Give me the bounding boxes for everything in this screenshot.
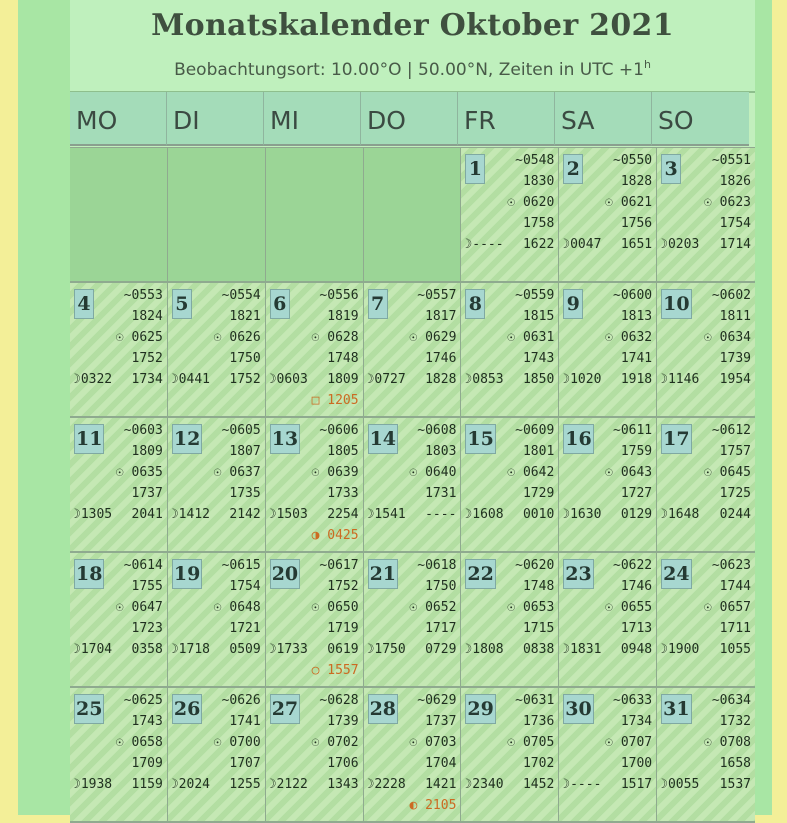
day-cell bbox=[266, 418, 364, 553]
day-number: 8 bbox=[465, 289, 485, 319]
moonset: 1517 bbox=[620, 777, 653, 792]
moonrise: ☽---- bbox=[464, 237, 504, 252]
twilight-begin: ~0602 bbox=[711, 288, 751, 303]
day-cell bbox=[461, 553, 559, 688]
moonrise: ☽0203 bbox=[660, 237, 700, 252]
weekday-header: MO bbox=[70, 92, 167, 146]
sunrise: ☉ 0658 bbox=[115, 735, 163, 750]
day-number: 18 bbox=[74, 559, 104, 589]
day-cell bbox=[266, 283, 364, 418]
sunset: 1725 bbox=[719, 486, 751, 501]
empty-day-cell bbox=[70, 148, 168, 283]
day-number: 5 bbox=[172, 289, 192, 319]
sunset: 1752 bbox=[131, 351, 163, 366]
moonset: 1828 bbox=[425, 372, 457, 387]
twilight-end: 1748 bbox=[522, 579, 555, 594]
moonset: 0509 bbox=[229, 642, 261, 657]
twilight-end: 1754 bbox=[229, 579, 261, 594]
subtitle-text: Beobachtungsort: 10.00°O | 50.00°N, Zeiten in UTC +1 bbox=[174, 60, 644, 80]
moonset: 1055 bbox=[719, 642, 751, 657]
sunset: 1700 bbox=[620, 756, 653, 771]
twilight-begin: ~0553 bbox=[123, 288, 163, 303]
weekday-header: FR bbox=[458, 92, 555, 146]
weekday-header-row bbox=[70, 92, 755, 147]
sunset: 1658 bbox=[719, 756, 751, 771]
twilight-begin: ~0548 bbox=[515, 153, 555, 168]
day-number: 1 bbox=[465, 154, 485, 184]
day-cell bbox=[559, 553, 657, 688]
day-number: 9 bbox=[563, 289, 583, 319]
day-cell bbox=[461, 148, 559, 283]
moonrise: ☽1608 bbox=[464, 507, 504, 522]
sunrise: ☉ 0645 bbox=[704, 465, 751, 480]
weekday-header: SA bbox=[555, 92, 652, 146]
moonrise: ☽1900 bbox=[660, 642, 700, 657]
day-number: 28 bbox=[368, 694, 398, 724]
sunrise: ☉ 0705 bbox=[507, 735, 555, 750]
twilight-end: 1821 bbox=[229, 309, 261, 324]
day-cell bbox=[364, 283, 462, 418]
day-cell bbox=[657, 553, 755, 688]
day-cell bbox=[559, 283, 657, 418]
day-number: 11 bbox=[74, 424, 104, 454]
moonrise: ☽1020 bbox=[562, 372, 602, 387]
twilight-end: 1736 bbox=[522, 714, 555, 729]
page-title: Monatskalender Oktober 2021 bbox=[151, 8, 674, 43]
day-number: 31 bbox=[661, 694, 691, 724]
weekday-header: SO bbox=[652, 92, 749, 146]
empty-day-cell bbox=[364, 148, 462, 283]
day-cell bbox=[70, 283, 168, 418]
moonset: 1651 bbox=[620, 237, 653, 252]
moonrise: ☽1146 bbox=[660, 372, 700, 387]
twilight-end: 1819 bbox=[327, 309, 359, 324]
sunrise: ☉ 0642 bbox=[507, 465, 555, 480]
sunrise: ☉ 0707 bbox=[605, 735, 653, 750]
twilight-end: 1824 bbox=[131, 309, 163, 324]
twilight-begin: ~0612 bbox=[711, 423, 751, 438]
sunrise: ☉ 0628 bbox=[311, 330, 359, 345]
moonset: 0010 bbox=[522, 507, 555, 522]
sunset: 1733 bbox=[327, 486, 359, 501]
day-cell bbox=[657, 148, 755, 283]
day-number: 25 bbox=[74, 694, 104, 724]
sunset: 1723 bbox=[131, 621, 163, 636]
day-number: 22 bbox=[465, 559, 495, 589]
sunset: 1743 bbox=[522, 351, 555, 366]
moonrise: ☽1750 bbox=[366, 642, 406, 657]
moonrise: ☽0603 bbox=[268, 372, 308, 387]
day-number: 14 bbox=[368, 424, 398, 454]
moon-phase: ◐ 2105 bbox=[409, 798, 457, 813]
sunset: 1748 bbox=[327, 351, 359, 366]
moonset: 1421 bbox=[425, 777, 457, 792]
subtitle-superscript: h bbox=[643, 58, 651, 71]
day-number: 27 bbox=[270, 694, 300, 724]
sunrise: ☉ 0655 bbox=[605, 600, 653, 615]
sunrise: ☉ 0643 bbox=[605, 465, 653, 480]
day-number: 3 bbox=[661, 154, 681, 184]
sunset: 1754 bbox=[719, 216, 751, 231]
weekday-header: DO bbox=[361, 92, 458, 146]
moonrise: ☽2340 bbox=[464, 777, 504, 792]
sunrise: ☉ 0640 bbox=[409, 465, 457, 480]
moonrise: ☽1831 bbox=[562, 642, 602, 657]
twilight-begin: ~0623 bbox=[711, 558, 751, 573]
twilight-begin: ~0606 bbox=[319, 423, 359, 438]
twilight-end: 1734 bbox=[620, 714, 653, 729]
twilight-begin: ~0615 bbox=[221, 558, 261, 573]
day-cell bbox=[168, 553, 266, 688]
day-cell bbox=[657, 688, 755, 823]
moonset: 0244 bbox=[719, 507, 751, 522]
day-cell bbox=[70, 418, 168, 553]
moonrise: ☽0322 bbox=[73, 372, 113, 387]
day-cell bbox=[461, 418, 559, 553]
calendar-header bbox=[70, 0, 755, 93]
sunset: 1709 bbox=[131, 756, 163, 771]
moonset: 2041 bbox=[131, 507, 163, 522]
moonrise: ☽0055 bbox=[660, 777, 700, 792]
weekday-header: DI bbox=[167, 92, 264, 146]
twilight-begin: ~0628 bbox=[319, 693, 359, 708]
twilight-begin: ~0629 bbox=[417, 693, 457, 708]
twilight-end: 1739 bbox=[327, 714, 359, 729]
sunrise: ☉ 0647 bbox=[115, 600, 163, 615]
day-number: 30 bbox=[563, 694, 593, 724]
twilight-end: 1744 bbox=[719, 579, 751, 594]
sunrise: ☉ 0621 bbox=[605, 195, 653, 210]
twilight-begin: ~0550 bbox=[613, 153, 653, 168]
sunrise: ☉ 0634 bbox=[704, 330, 751, 345]
day-cell bbox=[168, 418, 266, 553]
twilight-begin: ~0620 bbox=[515, 558, 555, 573]
twilight-end: 1809 bbox=[131, 444, 163, 459]
moonrise: ☽1704 bbox=[73, 642, 113, 657]
sunset: 1750 bbox=[229, 351, 261, 366]
calendar-grid bbox=[70, 147, 755, 823]
sunrise: ☉ 0702 bbox=[311, 735, 359, 750]
twilight-end: 1811 bbox=[719, 309, 751, 324]
twilight-end: 1813 bbox=[620, 309, 653, 324]
sunrise: ☉ 0635 bbox=[115, 465, 163, 480]
moonset: 2254 bbox=[327, 507, 359, 522]
twilight-begin: ~0559 bbox=[515, 288, 555, 303]
twilight-begin: ~0551 bbox=[711, 153, 751, 168]
sunset: 1704 bbox=[425, 756, 457, 771]
moonset: 0129 bbox=[620, 507, 653, 522]
moonset: 0838 bbox=[522, 642, 555, 657]
moonset: 1850 bbox=[522, 372, 555, 387]
moonset: 1918 bbox=[620, 372, 653, 387]
moonset: 0619 bbox=[327, 642, 359, 657]
sunset: 1729 bbox=[522, 486, 555, 501]
twilight-end: 1759 bbox=[620, 444, 653, 459]
sunrise: ☉ 0623 bbox=[704, 195, 751, 210]
sunset: 1719 bbox=[327, 621, 359, 636]
twilight-begin: ~0605 bbox=[221, 423, 261, 438]
moon-phase: ○ 1557 bbox=[311, 663, 359, 678]
twilight-begin: ~0625 bbox=[123, 693, 163, 708]
moonset: 1714 bbox=[719, 237, 751, 252]
sunset: 1717 bbox=[425, 621, 457, 636]
moonrise: ☽0441 bbox=[170, 372, 210, 387]
twilight-end: 1828 bbox=[620, 174, 653, 189]
empty-day-cell bbox=[168, 148, 266, 283]
twilight-begin: ~0603 bbox=[123, 423, 163, 438]
sunrise: ☉ 0620 bbox=[507, 195, 555, 210]
twilight-begin: ~0626 bbox=[221, 693, 261, 708]
day-cell bbox=[559, 688, 657, 823]
sunset: 1715 bbox=[522, 621, 555, 636]
moonrise: ☽1938 bbox=[73, 777, 113, 792]
day-number: 12 bbox=[172, 424, 202, 454]
sunrise: ☉ 0708 bbox=[704, 735, 751, 750]
moonset: 1343 bbox=[327, 777, 359, 792]
moonrise: ☽1648 bbox=[660, 507, 700, 522]
sunrise: ☉ 0631 bbox=[507, 330, 555, 345]
day-number: 23 bbox=[563, 559, 593, 589]
sunset: 1721 bbox=[229, 621, 261, 636]
twilight-begin: ~0600 bbox=[613, 288, 653, 303]
day-number: 10 bbox=[661, 289, 691, 319]
day-number: 17 bbox=[661, 424, 691, 454]
moonrise: ☽1305 bbox=[73, 507, 113, 522]
empty-day-cell bbox=[266, 148, 364, 283]
day-cell bbox=[559, 148, 657, 283]
twilight-end: 1752 bbox=[327, 579, 359, 594]
twilight-end: 1805 bbox=[327, 444, 359, 459]
moonset: 0948 bbox=[620, 642, 653, 657]
day-cell bbox=[168, 688, 266, 823]
sunset: 1756 bbox=[620, 216, 653, 231]
sunrise: ☉ 0700 bbox=[213, 735, 261, 750]
twilight-begin: ~0557 bbox=[417, 288, 457, 303]
sunrise: ☉ 0650 bbox=[311, 600, 359, 615]
twilight-begin: ~0631 bbox=[515, 693, 555, 708]
moonset: 1452 bbox=[522, 777, 555, 792]
moonrise: ☽1808 bbox=[464, 642, 504, 657]
moonset: 0729 bbox=[425, 642, 457, 657]
moonrise: ☽1718 bbox=[170, 642, 210, 657]
moonrise: ☽1541 bbox=[366, 507, 406, 522]
twilight-begin: ~0622 bbox=[613, 558, 653, 573]
day-cell bbox=[364, 418, 462, 553]
moonset: 2142 bbox=[229, 507, 261, 522]
twilight-begin: ~0609 bbox=[515, 423, 555, 438]
sunrise: ☉ 0639 bbox=[311, 465, 359, 480]
sunset: 1758 bbox=[522, 216, 555, 231]
month-calendar bbox=[70, 0, 755, 813]
moonrise: ☽0047 bbox=[562, 237, 602, 252]
sunset: 1741 bbox=[620, 351, 653, 366]
day-number: 2 bbox=[563, 154, 583, 184]
moonset: 1752 bbox=[229, 372, 261, 387]
sunrise: ☉ 0652 bbox=[409, 600, 457, 615]
twilight-end: 1803 bbox=[425, 444, 457, 459]
sunrise: ☉ 0637 bbox=[213, 465, 261, 480]
twilight-end: 1755 bbox=[131, 579, 163, 594]
day-cell bbox=[266, 688, 364, 823]
moonrise: ☽2122 bbox=[268, 777, 308, 792]
moonrise: ☽0727 bbox=[366, 372, 406, 387]
moonrise: ☽1503 bbox=[268, 507, 308, 522]
twilight-end: 1815 bbox=[522, 309, 555, 324]
twilight-begin: ~0556 bbox=[319, 288, 359, 303]
day-cell bbox=[70, 688, 168, 823]
day-number: 4 bbox=[74, 289, 94, 319]
twilight-end: 1801 bbox=[522, 444, 555, 459]
moonset: 1734 bbox=[131, 372, 163, 387]
sunset: 1702 bbox=[522, 756, 555, 771]
twilight-end: 1746 bbox=[620, 579, 653, 594]
sunset: 1707 bbox=[229, 756, 261, 771]
twilight-end: 1741 bbox=[229, 714, 261, 729]
sunset: 1711 bbox=[719, 621, 751, 636]
day-cell bbox=[168, 283, 266, 418]
moonset: 1622 bbox=[522, 237, 555, 252]
twilight-begin: ~0633 bbox=[613, 693, 653, 708]
twilight-end: 1830 bbox=[522, 174, 555, 189]
day-cell bbox=[266, 553, 364, 688]
twilight-end: 1817 bbox=[425, 309, 457, 324]
day-number: 26 bbox=[172, 694, 202, 724]
day-number: 29 bbox=[465, 694, 495, 724]
moonset: 1159 bbox=[131, 777, 163, 792]
sunrise: ☉ 0632 bbox=[605, 330, 653, 345]
sunrise: ☉ 0703 bbox=[409, 735, 457, 750]
moonrise: ☽0853 bbox=[464, 372, 504, 387]
moonset: ---- bbox=[425, 507, 457, 522]
weekday-header: MI bbox=[264, 92, 361, 146]
sunset: 1746 bbox=[425, 351, 457, 366]
moonset: 1537 bbox=[719, 777, 751, 792]
sunset: 1727 bbox=[620, 486, 653, 501]
day-number: 15 bbox=[465, 424, 495, 454]
moon-phase: ◑ 0425 bbox=[311, 528, 359, 543]
sunset: 1735 bbox=[229, 486, 261, 501]
twilight-end: 1750 bbox=[425, 579, 457, 594]
twilight-begin: ~0634 bbox=[711, 693, 751, 708]
twilight-end: 1743 bbox=[131, 714, 163, 729]
moonrise: ☽1412 bbox=[170, 507, 210, 522]
day-number: 20 bbox=[270, 559, 300, 589]
moonrise: ☽1733 bbox=[268, 642, 308, 657]
twilight-begin: ~0617 bbox=[319, 558, 359, 573]
day-cell bbox=[70, 553, 168, 688]
moonset: 1809 bbox=[327, 372, 359, 387]
sunrise: ☉ 0625 bbox=[115, 330, 163, 345]
twilight-end: 1826 bbox=[719, 174, 751, 189]
sunrise: ☉ 0657 bbox=[704, 600, 751, 615]
twilight-begin: ~0618 bbox=[417, 558, 457, 573]
day-number: 19 bbox=[172, 559, 202, 589]
twilight-begin: ~0608 bbox=[417, 423, 457, 438]
twilight-end: 1737 bbox=[425, 714, 457, 729]
sunset: 1706 bbox=[327, 756, 359, 771]
moonset: 0358 bbox=[131, 642, 163, 657]
sunset: 1731 bbox=[425, 486, 457, 501]
moonset: 1954 bbox=[719, 372, 751, 387]
day-number: 7 bbox=[368, 289, 388, 319]
sunset: 1713 bbox=[620, 621, 653, 636]
day-cell bbox=[559, 418, 657, 553]
day-number: 16 bbox=[563, 424, 593, 454]
sunset: 1737 bbox=[131, 486, 163, 501]
twilight-end: 1757 bbox=[719, 444, 751, 459]
day-cell bbox=[461, 283, 559, 418]
page-background-frame bbox=[18, 0, 772, 815]
day-cell bbox=[657, 283, 755, 418]
sunset: 1739 bbox=[719, 351, 751, 366]
sunrise: ☉ 0626 bbox=[213, 330, 261, 345]
twilight-end: 1807 bbox=[229, 444, 261, 459]
twilight-begin: ~0554 bbox=[221, 288, 261, 303]
twilight-begin: ~0611 bbox=[613, 423, 653, 438]
location-subtitle bbox=[70, 58, 755, 80]
day-cell bbox=[364, 688, 462, 823]
sunrise: ☉ 0629 bbox=[409, 330, 457, 345]
day-cell bbox=[657, 418, 755, 553]
sunrise: ☉ 0653 bbox=[507, 600, 555, 615]
moonrise: ☽2228 bbox=[366, 777, 406, 792]
day-number: 13 bbox=[270, 424, 300, 454]
moon-phase: □ 1205 bbox=[311, 393, 359, 408]
moonrise: ☽2024 bbox=[170, 777, 210, 792]
twilight-end: 1732 bbox=[719, 714, 751, 729]
sunrise: ☉ 0648 bbox=[213, 600, 261, 615]
day-cell bbox=[364, 553, 462, 688]
twilight-begin: ~0614 bbox=[123, 558, 163, 573]
day-number: 21 bbox=[368, 559, 398, 589]
day-number: 24 bbox=[661, 559, 691, 589]
moonset: 1255 bbox=[229, 777, 261, 792]
day-cell bbox=[461, 688, 559, 823]
moonrise: ☽---- bbox=[562, 777, 602, 792]
day-number: 6 bbox=[270, 289, 290, 319]
moonrise: ☽1630 bbox=[562, 507, 602, 522]
